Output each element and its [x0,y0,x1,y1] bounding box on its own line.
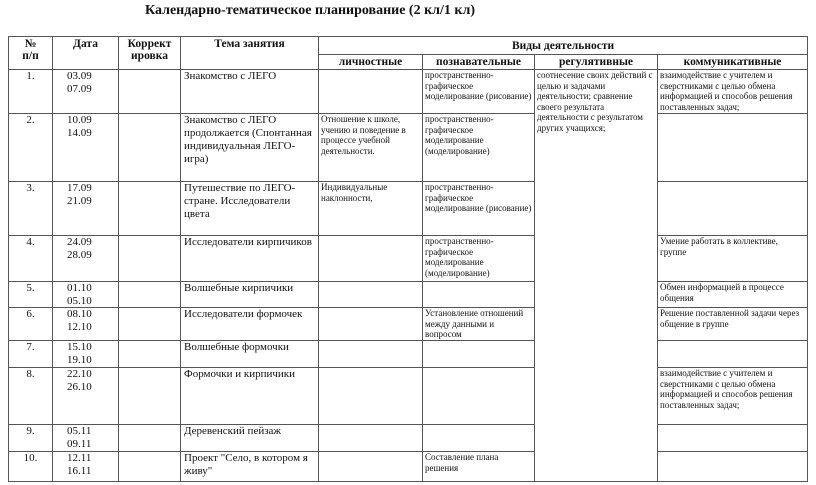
row-dates [53,70,119,114]
row-date-2: 09.11 [67,437,92,450]
row-personal [319,236,423,282]
row-date-1: 10.09 [67,114,92,126]
row-personal [319,425,423,452]
row-communicative: взаимодействие с учителем и сверстниками с целью обмена информацией и способов решения поставленных задач; [658,70,808,114]
row-cognitive: пространственно-графическое моделирование (рисование) [423,70,535,114]
row-cognitive: пространственно-графическое моделирование (моделирование) [423,236,535,282]
row-correction [119,182,181,236]
row-topic: Волшебные кирпичики [181,282,319,308]
header-communicative: коммуникативные [658,55,808,70]
header-num: № п/п [9,37,53,70]
row-personal [319,282,423,308]
row-correction [119,308,181,341]
header-date: Дата [53,37,119,70]
row-num: 10. [9,452,53,482]
row-dates [53,341,119,368]
table-row [9,341,808,368]
row-cognitive [423,425,535,452]
row-dates [53,308,119,341]
regulatory-text: соотнесение своих действий с целью и задачами деятельности; сравнение своего результата деятельности с результатом других учащихся; [535,70,658,482]
row-dates [53,182,119,236]
row-personal [319,368,423,425]
row-dates [53,282,119,308]
row-date-1: 24.09 [67,236,92,248]
row-topic: Проект "Село, в котором я живу" [181,452,319,482]
row-communicative: Умение работать в коллективе, группе [658,236,808,282]
header-regulatory: регулятивные [535,55,658,70]
row-personal [319,308,423,341]
row-topic: Знакомство с ЛЕГО [181,70,319,114]
table-row [9,236,808,282]
row-topic: Исследователи формочек [181,308,319,341]
row-num: 6. [9,308,53,341]
table-row [9,308,808,341]
row-correction [119,70,181,114]
row-dates [53,368,119,425]
row-communicative [658,341,808,368]
row-num: 9. [9,425,53,452]
row-dates [53,425,119,452]
row-communicative: Решение поставленной задачи через общение в группе [658,308,808,341]
row-communicative [658,182,808,236]
row-cognitive: Составление плана решения [423,452,535,482]
row-topic: Исследователи кирпичиков [181,236,319,282]
row-date-1: 17.09 [67,182,92,194]
table-row [9,368,808,425]
row-date-1: 15.10 [67,341,92,353]
table-row [9,425,808,452]
table-row [9,70,808,114]
row-cognitive: Установление отношений между данными и вопросом [423,308,535,341]
row-communicative: взаимодействие с учителем и сверстниками с целью обмена информацией и способов решения поставленных задач; [658,368,808,425]
table-row [9,114,808,182]
row-topic: Знакомство с ЛЕГО продолжается (Спонтанная индивидуальная ЛЕГО-игра) [181,114,319,182]
row-dates [53,452,119,482]
row-correction [119,368,181,425]
row-date-2: 21.09 [67,194,92,207]
row-communicative: Обмен информацией в процессе общения [658,282,808,308]
row-communicative [658,425,808,452]
row-num: 2. [9,114,53,182]
row-cognitive: пространственно-графическое моделирование (рисование) [423,182,535,236]
row-date-1: 12.11 [67,452,92,464]
table-row [9,452,808,482]
row-num: 4. [9,236,53,282]
row-communicative [658,114,808,182]
header-correction: Коррект ировка [119,37,181,70]
table-row [9,182,808,236]
row-date-2: 14.09 [67,126,92,139]
row-date-2: 26.10 [67,380,92,393]
row-date-1: 03.09 [67,70,92,82]
row-personal [319,452,423,482]
row-date-2: 05.10 [67,294,92,307]
row-dates [53,236,119,282]
row-personal [319,341,423,368]
page-title: Календарно-тематическое планирование (2 кл/1 кл) [145,3,475,18]
row-date-2: 16.11 [67,464,92,477]
row-num: 8. [9,368,53,425]
header-cognitive: познавательные [423,55,535,70]
header-activities: Виды деятельности [319,37,808,55]
row-num: 3. [9,182,53,236]
header-personal: личностные [319,55,423,70]
row-cognitive: пространственно-графическое моделирование (моделирование) [423,114,535,182]
table-row [9,282,808,308]
row-cognitive [423,368,535,425]
row-topic: Путешествие по ЛЕГО-стране. Исследователи цвета [181,182,319,236]
row-date-2: 28.09 [67,248,92,261]
planning-table [8,36,808,482]
row-dates [53,114,119,182]
row-personal [319,70,423,114]
row-date-1: 01.10 [67,282,92,294]
row-personal: Отношение к школе, учению и поведение в процессе учебной деятельности. [319,114,423,182]
row-cognitive [423,341,535,368]
row-topic: Волшебные формочки [181,341,319,368]
row-topic: Формочки и кирпичики [181,368,319,425]
row-correction [119,282,181,308]
row-date-1: 05.11 [67,425,92,437]
row-date-2: 19.10 [67,353,92,366]
row-cognitive [423,282,535,308]
row-correction [119,452,181,482]
row-date-1: 22.10 [67,368,92,380]
row-date-1: 08.10 [67,308,92,320]
header-topic: Тема занятия [181,37,319,70]
row-date-2: 07.09 [67,82,92,95]
row-num: 7. [9,341,53,368]
row-correction [119,341,181,368]
row-correction [119,236,181,282]
row-correction [119,425,181,452]
row-personal: Индивидуальные наклонности, [319,182,423,236]
row-date-2: 12.10 [67,320,92,333]
row-num: 5. [9,282,53,308]
row-correction [119,114,181,182]
row-topic: Деревенский пейзаж [181,425,319,452]
row-communicative [658,452,808,482]
row-num: 1. [9,70,53,114]
